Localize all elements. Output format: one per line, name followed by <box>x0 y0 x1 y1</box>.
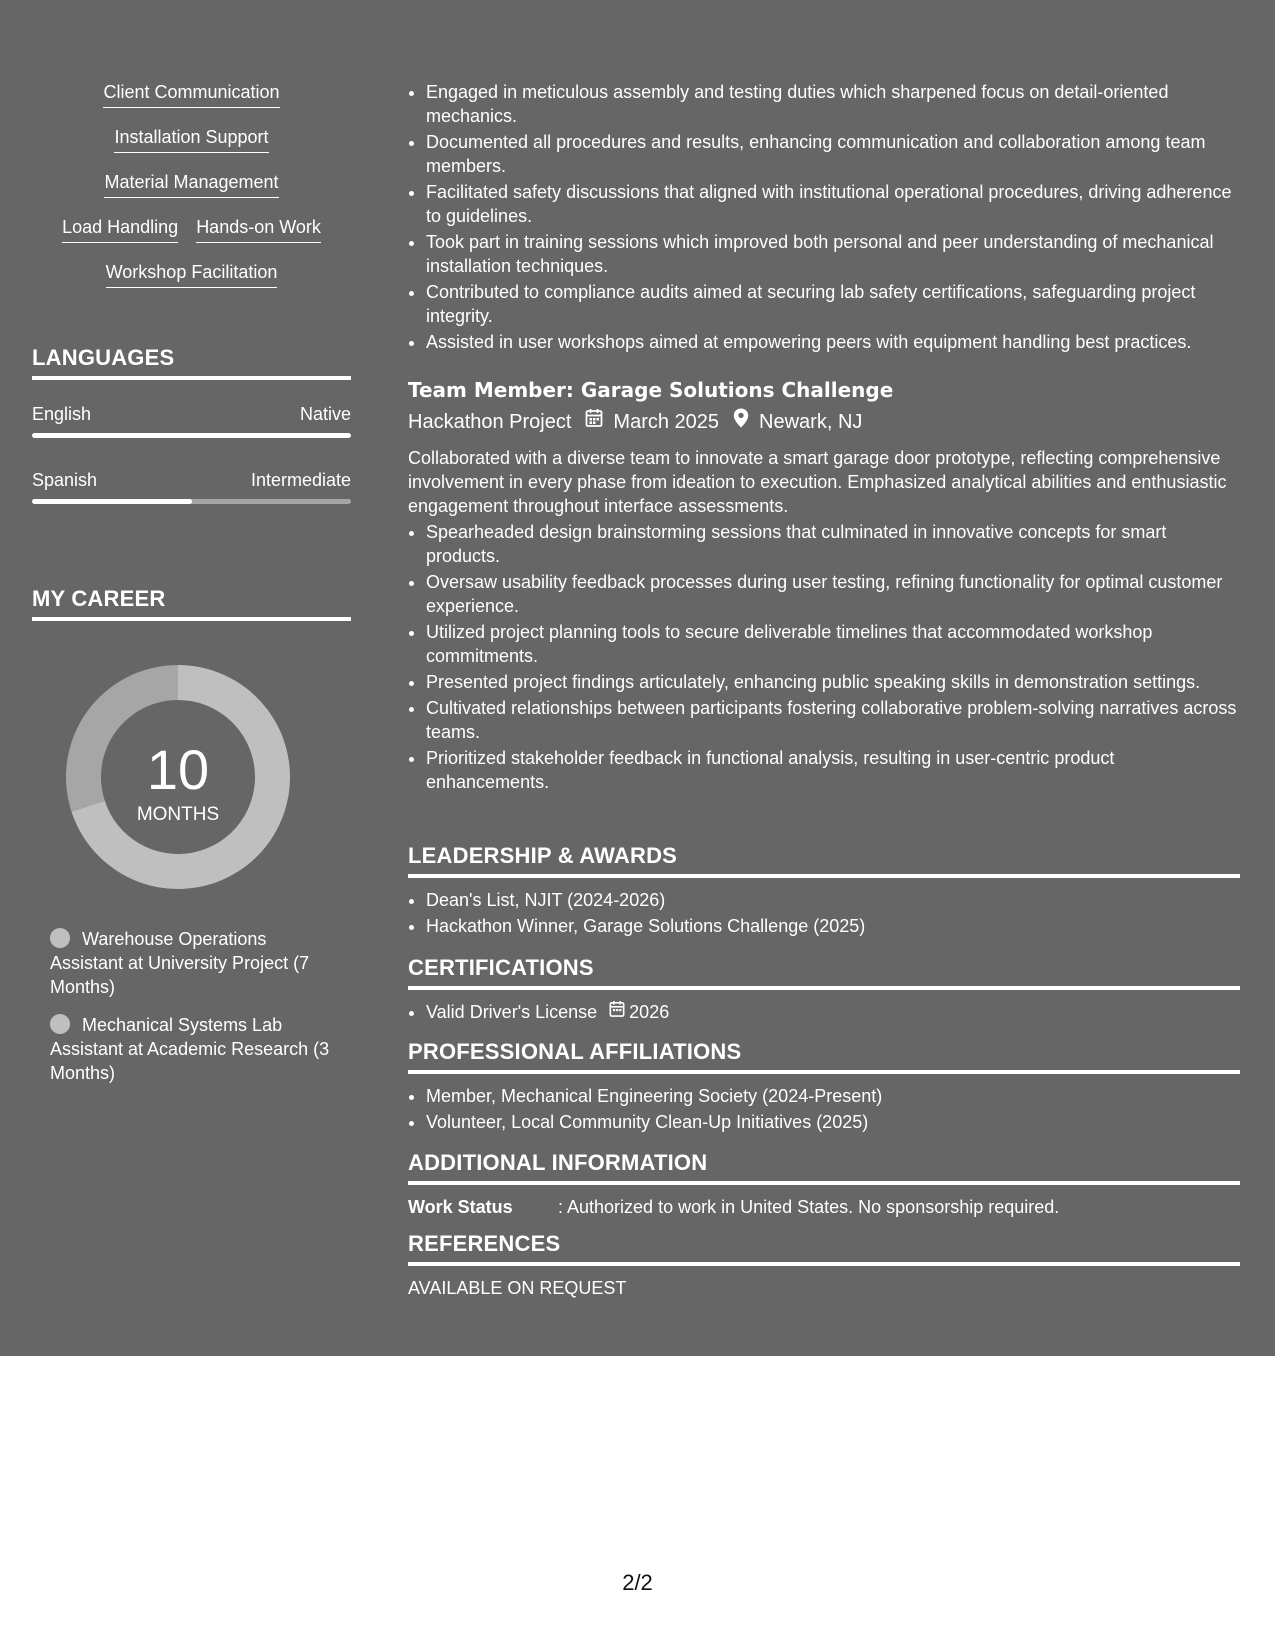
calendar-icon <box>585 408 603 436</box>
skill-tag: Workshop Facilitation <box>106 260 278 288</box>
additional-info-title: ADDITIONAL INFORMATION <box>408 1149 1240 1185</box>
list-item: • Presented project findings articulately, enhancing public speaking skills in demonstration settings. <box>426 670 1240 694</box>
list-item: • Spearheaded design brainstorming sessions that culminated in innovative concepts for smart products. <box>426 520 1240 568</box>
skill-tag: Installation Support <box>114 125 268 153</box>
language-item-english <box>32 402 351 438</box>
list-item: • Dean's List, NJIT (2024-2026) <box>426 888 1240 912</box>
list-item: • Volunteer, Local Community Clean-Up Initiatives (2025) <box>426 1110 1240 1134</box>
certifications-section <box>408 954 1240 1026</box>
language-level: Intermediate <box>250 470 351 490</box>
career-item <box>50 927 340 999</box>
career-total-unit: MONTHS <box>136 804 220 825</box>
skill-tag: Load Handling <box>62 215 178 243</box>
affiliations-title: PROFESSIONAL AFFILIATIONS <box>408 1038 1240 1074</box>
list-item: • Hackathon Winner, Garage Solutions Challenge (2025) <box>426 914 1240 938</box>
list-item: • Engaged in meticulous assembly and testing duties which sharpened focus on detail-oriented mechanics. <box>426 80 1240 128</box>
list-item: • Facilitated safety discussions that aligned with institutional operational procedures, driving adherence to guidelines. <box>426 180 1240 228</box>
languages-section <box>32 344 351 504</box>
skills-list <box>32 80 351 305</box>
work-status-value: : Authorized to work in United States. No sponsorship required. <box>558 1197 1060 1217</box>
leadership-title: LEADERSHIP & AWARDS <box>408 842 1240 878</box>
skill-tag: Client Communication <box>103 80 279 108</box>
skill-tag: Material Management <box>104 170 278 198</box>
list-item: • Contributed to compliance audits aimed at securing lab safety certifications, safeguarding project integrity. <box>426 280 1240 328</box>
skills-row <box>32 260 351 305</box>
skills-row <box>32 215 351 260</box>
proficiency-bar <box>32 499 351 504</box>
career-donut-chart <box>66 665 290 889</box>
skills-row <box>32 125 351 170</box>
page-number: 2/2 <box>622 1570 653 1595</box>
work-status-row <box>408 1195 1240 1219</box>
list-item <box>426 1000 1240 1024</box>
list-item: • Documented all procedures and results, enhancing communication and collaboration among team members. <box>426 130 1240 178</box>
skills-row <box>32 80 351 125</box>
references-title: REFERENCES <box>408 1230 1240 1266</box>
list-item: • Took part in training sessions which improved both personal and peer understanding of mechanical installation techniques. <box>426 230 1240 278</box>
languages-title: LANGUAGES <box>32 344 351 380</box>
career-item <box>50 1013 340 1085</box>
career-title: MY CAREER <box>32 585 351 621</box>
career-item-label: Warehouse Operations Assistant at University Project (7 Months) <box>50 929 310 997</box>
career-section <box>32 585 351 1083</box>
list-item: • Cultivated relationships between participants fostering collaborative problem-solving narratives across teams. <box>426 696 1240 744</box>
project-title: Team Member: Garage Solutions Challenge <box>408 378 894 402</box>
certifications-title: CERTIFICATIONS <box>408 954 1240 990</box>
experience-bullets <box>408 80 1240 356</box>
circle-bullet-icon <box>50 928 70 948</box>
project-location: Newark, NJ <box>759 411 863 433</box>
map-pin-icon <box>733 408 749 436</box>
project-meta <box>408 408 1240 436</box>
proficiency-bar <box>32 433 351 438</box>
list-item: • Oversaw usability feedback processes during user testing, refining functionality for optimal customer experience. <box>426 570 1240 618</box>
references-text: AVAILABLE ON REQUEST <box>408 1278 627 1298</box>
language-name: English <box>32 404 92 424</box>
list-item: • Prioritized stakeholder feedback in functional analysis, resulting in user-centric product enhancements. <box>426 746 1240 794</box>
skill-tag: Hands-on Work <box>196 215 321 243</box>
list-item: • Assisted in user workshops aimed at empowering peers with equipment handling best practices. <box>426 330 1240 354</box>
references-section <box>408 1230 1240 1300</box>
career-total-number: 10 <box>146 738 210 801</box>
skills-row <box>32 170 351 215</box>
certification-year: 2026 <box>629 1002 670 1022</box>
calendar-icon <box>609 1000 625 1024</box>
list-item: • Utilized project planning tools to secure deliverable timelines that accommodated workshop commitments. <box>426 620 1240 668</box>
project-date: March 2025 <box>613 411 720 433</box>
language-name: Spanish <box>32 470 98 490</box>
certification-name: • Valid Driver's License <box>426 1002 598 1022</box>
language-level: Native <box>299 404 351 424</box>
list-item: • Member, Mechanical Engineering Society (2024-Present) <box>426 1084 1240 1108</box>
circle-bullet-icon <box>50 1014 70 1034</box>
additional-info-section <box>408 1149 1240 1219</box>
work-status-label: Work Status <box>408 1197 513 1217</box>
career-legend <box>50 927 340 1099</box>
language-item-spanish <box>32 468 351 504</box>
leadership-section <box>408 842 1240 940</box>
career-item-label: Mechanical Systems Lab Assistant at Academic Research (3 Months) <box>50 1015 330 1083</box>
project-type: Hackathon Project <box>408 411 572 433</box>
project-entry <box>408 376 1240 796</box>
affiliations-section <box>408 1038 1240 1136</box>
project-description: Collaborated with a diverse team to innovate a smart garage door prototype, reflecting comprehensive involvement in every phase from ideation to execution. Emphasized analytical abilities and enthusiastic engagement throughout interface assessments. <box>408 448 1227 516</box>
